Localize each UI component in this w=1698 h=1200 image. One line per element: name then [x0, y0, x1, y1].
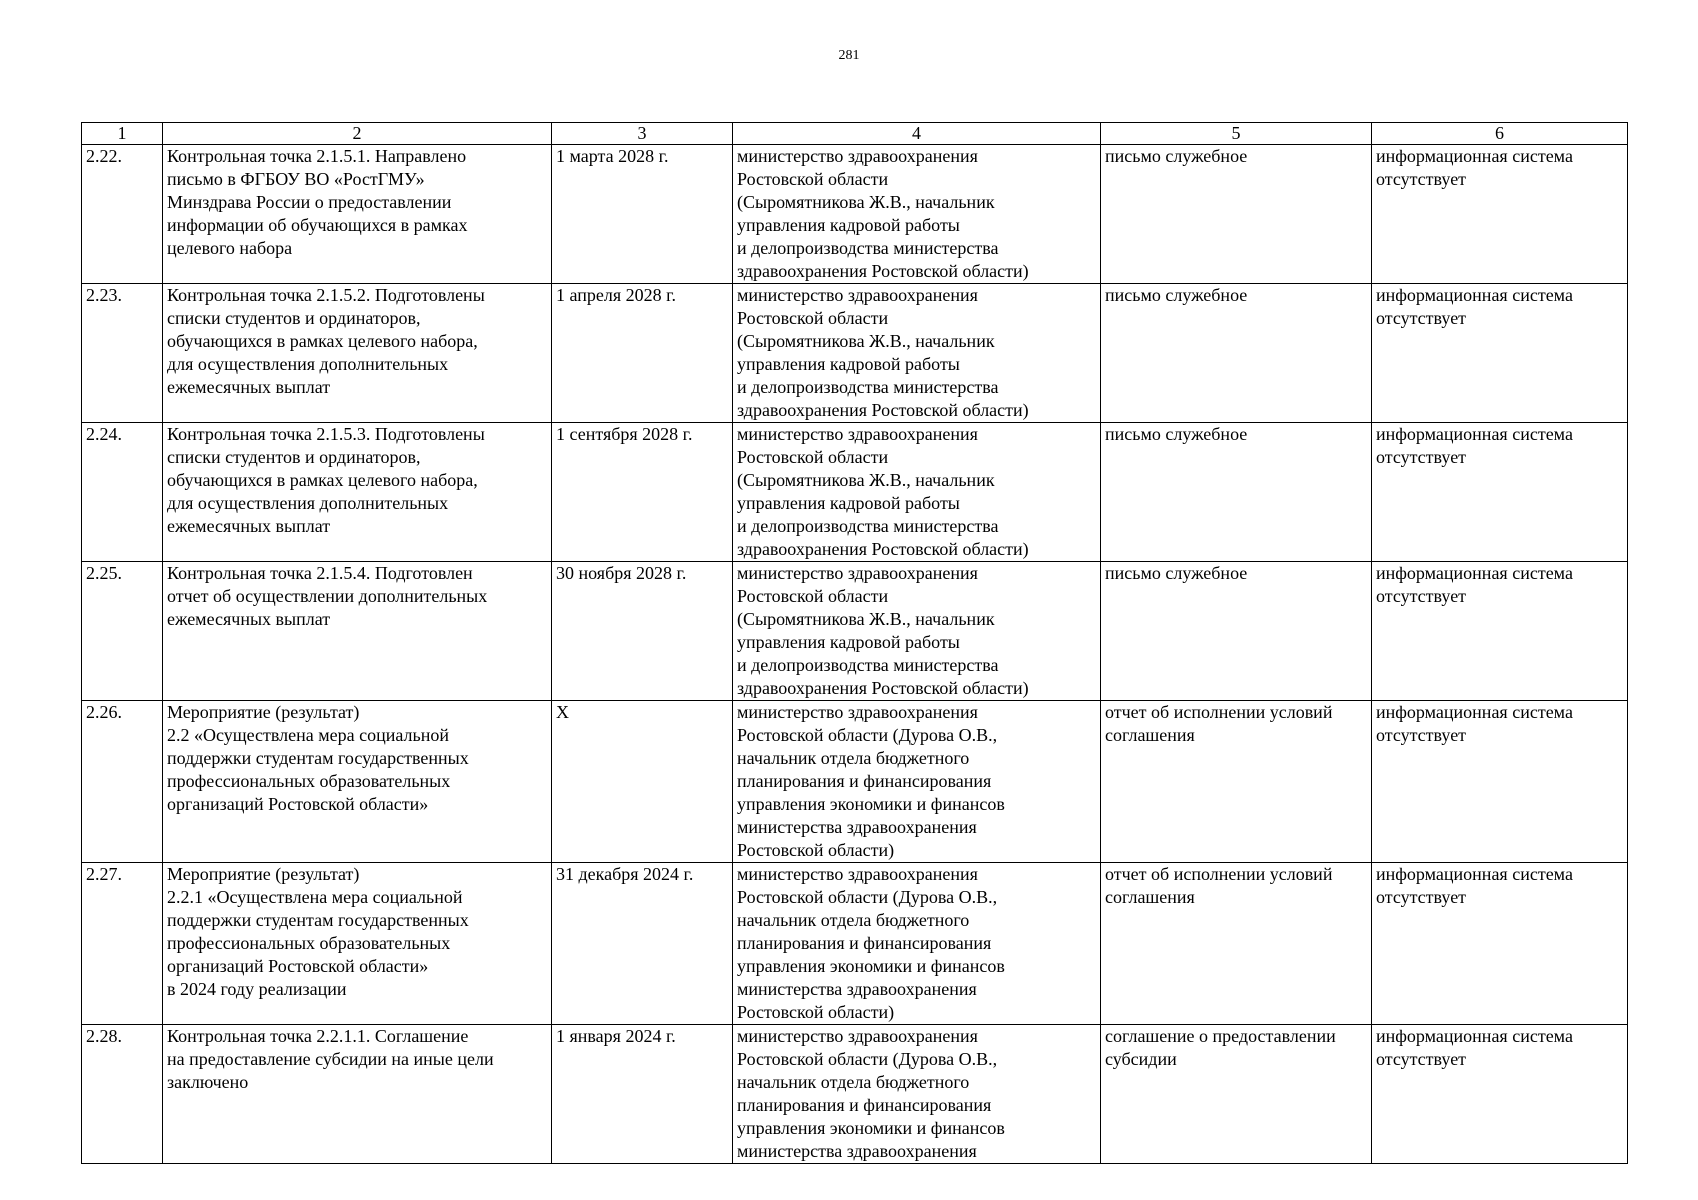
row-number: 2.22.	[82, 145, 163, 284]
page-number: 281	[838, 48, 860, 63]
due-date: 1 апреля 2028 г.	[552, 284, 733, 423]
information-system: информационная система отсутствует	[1372, 1025, 1628, 1164]
document-type: отчет об исполнении условий соглашения	[1101, 701, 1372, 863]
due-date: 30 ноября 2028 г.	[552, 562, 733, 701]
responsible-party: министерство здравоохранения Ростовской области (Сыромятникова Ж.В., начальник управления кадровой работы и делопроизводства министерства здравоохранения Ростовской области)	[733, 423, 1101, 562]
table-row	[82, 701, 1628, 863]
information-system: информационная система отсутствует	[1372, 562, 1628, 701]
document-type: письмо служебное	[1101, 145, 1372, 284]
document-type: письмо служебное	[1101, 562, 1372, 701]
information-system: информационная система отсутствует	[1372, 145, 1628, 284]
event-name: Контрольная точка 2.2.1.1. Соглашение на предоставление субсидии на иные цели заключено	[163, 1025, 552, 1164]
due-date: 31 декабря 2024 г.	[552, 863, 733, 1025]
column-header: 5	[1101, 123, 1372, 145]
due-date: X	[552, 701, 733, 863]
table-row	[82, 1025, 1628, 1164]
responsible-party: министерство здравоохранения Ростовской области (Дурова О.В., начальник отдела бюджетного планирования и финансирования управления экономики и финансов министерства здравоохранения Ростовской области)	[733, 863, 1101, 1025]
event-name: Контрольная точка 2.1.5.1. Направлено письмо в ФГБОУ ВО «РостГМУ» Минздрава России о предоставлении информации об обучающихся в рамках целевого набора	[163, 145, 552, 284]
information-system: информационная система отсутствует	[1372, 423, 1628, 562]
responsible-party: министерство здравоохранения Ростовской области (Сыромятникова Ж.В., начальник управления кадровой работы и делопроизводства министерства здравоохранения Ростовской области)	[733, 284, 1101, 423]
document-type: соглашение о предоставлении субсидии	[1101, 1025, 1372, 1164]
information-system: информационная система отсутствует	[1372, 284, 1628, 423]
column-header: 3	[552, 123, 733, 145]
event-name: Контрольная точка 2.1.5.3. Подготовлены списки студентов и ординаторов, обучающихся в рамках целевого набора, для осуществления дополнительных ежемесячных выплат	[163, 423, 552, 562]
document-type: письмо служебное	[1101, 423, 1372, 562]
table-row	[82, 145, 1628, 284]
table-row	[82, 423, 1628, 562]
document-type: письмо служебное	[1101, 284, 1372, 423]
table-row	[82, 284, 1628, 423]
row-number: 2.24.	[82, 423, 163, 562]
event-name: Контрольная точка 2.1.5.2. Подготовлены списки студентов и ординаторов, обучающихся в рамках целевого набора, для осуществления дополнительных ежемесячных выплат	[163, 284, 552, 423]
due-date: 1 января 2024 г.	[552, 1025, 733, 1164]
plan-table	[81, 122, 1628, 1164]
event-name: Мероприятие (результат) 2.2.1 «Осуществлена мера социальной поддержки студентам государственных профессиональных образовательных организаций Ростовской области» в 2024 году реализации	[163, 863, 552, 1025]
column-header: 4	[733, 123, 1101, 145]
information-system: информационная система отсутствует	[1372, 863, 1628, 1025]
row-number: 2.25.	[82, 562, 163, 701]
column-header: 6	[1372, 123, 1628, 145]
column-header: 2	[163, 123, 552, 145]
event-name: Контрольная точка 2.1.5.4. Подготовлен отчет об осуществлении дополнительных ежемесячных выплат	[163, 562, 552, 701]
due-date: 1 марта 2028 г.	[552, 145, 733, 284]
row-number: 2.23.	[82, 284, 163, 423]
responsible-party: министерство здравоохранения Ростовской области (Сыромятникова Ж.В., начальник управления кадровой работы и делопроизводства министерства здравоохранения Ростовской области)	[733, 145, 1101, 284]
column-header: 1	[82, 123, 163, 145]
column-number-row	[82, 123, 1628, 145]
event-name: Мероприятие (результат) 2.2 «Осуществлена мера социальной поддержки студентам государственных профессиональных образовательных организаций Ростовской области»	[163, 701, 552, 863]
information-system: информационная система отсутствует	[1372, 701, 1628, 863]
row-number: 2.28.	[82, 1025, 163, 1164]
responsible-party: министерство здравоохранения Ростовской области (Сыромятникова Ж.В., начальник управления кадровой работы и делопроизводства министерства здравоохранения Ростовской области)	[733, 562, 1101, 701]
table-row	[82, 863, 1628, 1025]
due-date: 1 сентября 2028 г.	[552, 423, 733, 562]
table-row	[82, 562, 1628, 701]
row-number: 2.26.	[82, 701, 163, 863]
responsible-party: министерство здравоохранения Ростовской области (Дурова О.В., начальник отдела бюджетного планирования и финансирования управления экономики и финансов министерства здравоохранения	[733, 1025, 1101, 1164]
row-number: 2.27.	[82, 863, 163, 1025]
document-type: отчет об исполнении условий соглашения	[1101, 863, 1372, 1025]
responsible-party: министерство здравоохранения Ростовской области (Дурова О.В., начальник отдела бюджетного планирования и финансирования управления экономики и финансов министерства здравоохранения Ростовской области)	[733, 701, 1101, 863]
